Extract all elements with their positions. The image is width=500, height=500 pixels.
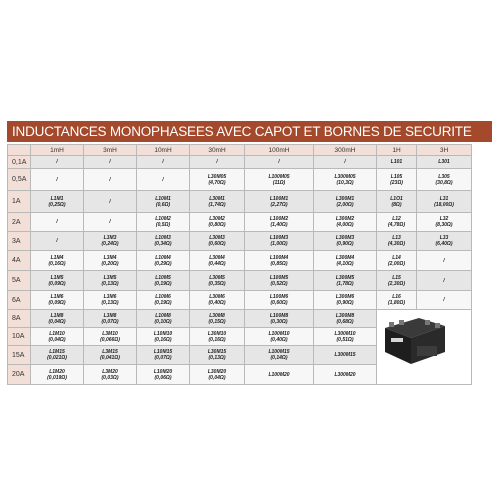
table-cell xyxy=(377,291,417,310)
cell-line: / xyxy=(56,238,58,244)
cell-line: (11Ω) xyxy=(272,179,286,186)
table-cell xyxy=(190,156,245,169)
cell-line: L100M2 xyxy=(269,216,289,222)
table-cell xyxy=(31,213,84,232)
cell-line: L1O1 xyxy=(390,195,403,202)
cell-line: L105 xyxy=(390,173,403,180)
cell-line: (0,40Ω) xyxy=(208,300,226,306)
cell-line: (0,90Ω) xyxy=(336,300,354,306)
table-cell xyxy=(245,251,314,271)
cell-line: L10M2 xyxy=(155,216,171,222)
cell-line: (2,30Ω) xyxy=(388,280,405,287)
cell-line: L1M8 xyxy=(50,312,64,319)
cell-line: / xyxy=(344,159,346,165)
cell-line: (0,03Ω) xyxy=(101,374,119,381)
cell-line: L300M2 xyxy=(335,216,355,222)
cell-line: L31 xyxy=(439,195,449,202)
cell-line: / xyxy=(278,159,280,165)
cell-line: L1M15 xyxy=(49,349,65,355)
row-header: 3A xyxy=(8,232,31,251)
row-header: 15A xyxy=(8,346,31,365)
cell-line: (0,07Ω) xyxy=(101,318,119,325)
table-row xyxy=(8,291,472,310)
cell-line: / xyxy=(109,159,111,165)
cell-line: L300M6 xyxy=(335,294,355,300)
cell-line: L30M2 xyxy=(209,216,225,222)
table-cell xyxy=(84,169,137,191)
cell-line: (0,16Ω) xyxy=(208,336,226,343)
cell-line: (0,07Ω) xyxy=(154,355,172,361)
cell-line: L10M6 xyxy=(155,294,171,300)
table-cell xyxy=(190,291,245,310)
column-header: 3H xyxy=(417,145,472,156)
cell-line: L1M6 xyxy=(50,294,64,300)
cell-line: (4,78Ω) xyxy=(388,222,405,228)
cell-line: (0,19Ω) xyxy=(154,300,172,306)
cell-line: L30M5 xyxy=(209,274,225,281)
table-cell xyxy=(137,328,190,346)
cell-line: (4,30Ω) xyxy=(388,241,405,247)
cell-line: L30M3 xyxy=(209,235,225,241)
cell-line: / xyxy=(162,176,164,183)
cell-line: (0,06Ω) xyxy=(154,374,172,381)
table-cell xyxy=(314,251,377,271)
cell-line: L100M8 xyxy=(269,312,289,319)
cell-line: (2,00Ω) xyxy=(336,201,354,208)
row-header: 0,1A xyxy=(8,156,31,169)
cell-line: L3M15 xyxy=(102,349,118,355)
column-header: 300mH xyxy=(314,145,377,156)
cell-line: L30M1 xyxy=(209,195,225,202)
table-cell xyxy=(190,169,245,191)
cell-line: (23Ω) xyxy=(390,179,403,186)
cell-line: (0,24Ω) xyxy=(101,241,119,247)
cell-line: (0,40Ω) xyxy=(270,336,288,343)
table-cell xyxy=(245,328,314,346)
table-cell xyxy=(190,191,245,213)
column-header: 30mH xyxy=(190,145,245,156)
table-cell xyxy=(417,156,472,169)
cell-line: L16 xyxy=(392,294,401,300)
cell-line: L3M3 xyxy=(103,235,117,241)
cell-line: / xyxy=(109,219,111,225)
row-header: 10A xyxy=(8,328,31,346)
cell-line: L30M10 xyxy=(207,330,227,337)
cell-line: L300M5 xyxy=(335,274,355,281)
table-cell xyxy=(137,346,190,365)
cell-line: L3M10 xyxy=(102,330,118,337)
cell-line: (0,16Ω) xyxy=(48,260,66,267)
table-cell xyxy=(31,271,84,291)
row-header: 1A xyxy=(8,191,31,213)
table-cell xyxy=(31,251,84,271)
cell-line: L300M15 xyxy=(334,352,356,358)
cell-line: L100M3 xyxy=(269,235,289,241)
cell-line: L30M8 xyxy=(209,312,225,319)
table-cell xyxy=(377,191,417,213)
cell-line: L14 xyxy=(392,254,401,261)
table-cell xyxy=(190,251,245,271)
cell-line: (0,60Ω) xyxy=(270,300,288,306)
product-image xyxy=(377,310,472,385)
cell-line: (0,066Ω) xyxy=(100,336,120,343)
table-cell xyxy=(31,232,84,251)
table-cell xyxy=(377,271,417,291)
cell-line: (0,44Ω) xyxy=(208,260,226,267)
table-cell xyxy=(245,310,314,328)
cell-line: (0,20Ω) xyxy=(101,260,119,267)
cell-line: (0,019Ω) xyxy=(47,374,67,381)
table-cell xyxy=(84,346,137,365)
table-cell xyxy=(84,251,137,271)
cell-line: (4,00Ω) xyxy=(336,222,354,228)
cell-line: L100M4 xyxy=(269,254,289,261)
table-cell xyxy=(84,271,137,291)
table-cell xyxy=(84,191,137,213)
table-cell xyxy=(417,232,472,251)
table-row xyxy=(8,232,472,251)
table-cell xyxy=(31,169,84,191)
cell-line: L1M4 xyxy=(50,254,64,261)
cell-line: L100M20 xyxy=(268,371,290,378)
cell-line: (30,8Ω) xyxy=(435,179,453,186)
cell-line: (0,51Ω) xyxy=(336,336,354,343)
table-cell xyxy=(137,251,190,271)
cell-line: L3M8 xyxy=(103,312,117,319)
table-cell xyxy=(137,191,190,213)
table-row xyxy=(8,271,472,291)
cell-line: (1,80Ω) xyxy=(388,300,405,306)
cell-line: (0,09Ω) xyxy=(48,300,66,306)
table-cell xyxy=(190,346,245,365)
cell-line: (0,15Ω) xyxy=(208,318,226,325)
table-cell xyxy=(31,191,84,213)
cell-line: L10M8 xyxy=(155,312,171,319)
table-row xyxy=(8,310,472,328)
table-cell xyxy=(190,213,245,232)
table-cell xyxy=(314,310,377,328)
table-cell xyxy=(245,213,314,232)
table-cell xyxy=(417,213,472,232)
corner-cell xyxy=(8,145,31,156)
cell-line: (1,00Ω) xyxy=(270,241,288,247)
header-row xyxy=(8,145,472,156)
table-cell xyxy=(245,156,314,169)
table-cell xyxy=(314,346,377,365)
cell-line: (0,35Ω) xyxy=(208,280,226,287)
cell-line: (0,30Ω) xyxy=(270,318,288,325)
table-cell xyxy=(190,365,245,385)
cell-line: L100M15 xyxy=(268,349,290,355)
table-cell xyxy=(245,169,314,191)
cell-line: L10M4 xyxy=(155,254,171,261)
column-header: 1H xyxy=(377,145,417,156)
table-cell xyxy=(84,213,137,232)
column-header: 1mH xyxy=(31,145,84,156)
table-cell xyxy=(245,291,314,310)
table-cell xyxy=(137,310,190,328)
table-cell xyxy=(377,213,417,232)
cell-line: (1,40Ω) xyxy=(270,222,288,228)
cell-line: L30M15 xyxy=(207,349,227,355)
cell-line: L30M4 xyxy=(209,254,225,261)
row-header: 8A xyxy=(8,310,31,328)
cell-line: / xyxy=(216,159,218,165)
cell-line: / xyxy=(109,176,111,183)
cell-line: L100M6 xyxy=(269,294,289,300)
table-cell xyxy=(314,156,377,169)
cell-line: L300M8 xyxy=(335,312,355,319)
row-header: 20A xyxy=(8,365,31,385)
table-cell xyxy=(31,156,84,169)
table-cell xyxy=(377,232,417,251)
table-cell xyxy=(190,232,245,251)
cell-line: (4,70Ω) xyxy=(208,179,226,186)
cell-line: L10M1 xyxy=(155,195,171,202)
cell-line: (0,60Ω) xyxy=(208,241,226,247)
cell-line: (0,29Ω) xyxy=(154,260,172,267)
cell-line: L1M1 xyxy=(50,195,64,202)
cell-line: (6,40Ω) xyxy=(435,241,453,247)
cell-line: / xyxy=(162,159,164,165)
cell-line: L100M5 xyxy=(269,274,289,281)
cell-line: (0,021Ω) xyxy=(47,355,67,361)
table-cell xyxy=(417,291,472,310)
cell-line: L101 xyxy=(390,159,403,165)
cell-line: L100M05 xyxy=(268,173,290,180)
table-title: INDUCTANCES MONOPHASEES AVEC CAPOT ET BORNES DE SECURITE xyxy=(7,121,492,142)
table-cell xyxy=(84,310,137,328)
cell-line: (2,00Ω) xyxy=(388,260,405,267)
cell-line: (0,25Ω) xyxy=(48,201,66,208)
table-cell xyxy=(417,169,472,191)
cell-line: L30M05 xyxy=(207,173,227,180)
table-cell xyxy=(417,271,472,291)
cell-line: (0,10Ω) xyxy=(154,318,172,325)
cell-line: L12 xyxy=(392,216,401,222)
cell-line: L1M10 xyxy=(49,330,65,337)
column-header: 10mH xyxy=(137,145,190,156)
table-cell xyxy=(314,213,377,232)
cell-line: (0,80Ω) xyxy=(208,222,226,228)
cell-line: / xyxy=(109,198,111,205)
table-cell xyxy=(314,365,377,385)
cell-line: L100M10 xyxy=(268,330,290,337)
cell-line: L3M5 xyxy=(103,274,117,281)
row-header: 6A xyxy=(8,291,31,310)
cell-line: (0,90Ω) xyxy=(336,241,354,247)
table-cell xyxy=(377,251,417,271)
table-cell xyxy=(137,232,190,251)
table-cell xyxy=(245,271,314,291)
table-cell xyxy=(190,310,245,328)
cell-line: L30M20 xyxy=(207,368,227,375)
cell-line: (0,041Ω) xyxy=(100,355,120,361)
table-row xyxy=(8,156,472,169)
table-cell xyxy=(314,232,377,251)
table-cell xyxy=(245,365,314,385)
table-cell xyxy=(137,213,190,232)
cell-line: (0,04Ω) xyxy=(48,318,66,325)
cell-line: L300M4 xyxy=(335,254,355,261)
cell-line: L1M5 xyxy=(50,274,64,281)
table-row xyxy=(8,213,472,232)
row-header: 0,5A xyxy=(8,169,31,191)
row-header: 4A xyxy=(8,251,31,271)
cell-line: / xyxy=(443,277,445,284)
cell-line: (0,14Ω) xyxy=(270,355,288,361)
cell-line: L15 xyxy=(392,274,401,281)
cell-line: L300M10 xyxy=(334,330,356,337)
table-cell xyxy=(245,191,314,213)
cell-line: L10M5 xyxy=(155,274,171,281)
cell-line: (0,13Ω) xyxy=(101,280,119,287)
cell-line: (0,13Ω) xyxy=(101,300,119,306)
cell-line: (8Ω) xyxy=(391,201,402,208)
row-header: 2A xyxy=(8,213,31,232)
cell-line: (1,78Ω) xyxy=(336,280,354,287)
cell-line: (0,13Ω) xyxy=(208,355,226,361)
table-cell xyxy=(137,365,190,385)
cell-line: L33 xyxy=(439,235,449,241)
inductance-table xyxy=(7,144,472,385)
table-cell xyxy=(137,156,190,169)
cell-line: L3M20 xyxy=(102,368,118,375)
transformer-image xyxy=(379,312,449,367)
cell-line: (0,04Ω) xyxy=(48,336,66,343)
table-cell xyxy=(245,232,314,251)
table-cell xyxy=(31,346,84,365)
table-cell xyxy=(190,328,245,346)
cell-line: L3M4 xyxy=(103,254,117,261)
cell-line: (1,74Ω) xyxy=(208,201,226,208)
table-cell xyxy=(137,291,190,310)
cell-line: / xyxy=(56,176,58,183)
cell-line: (0,6Ω) xyxy=(155,201,171,208)
cell-line: (4,10Ω) xyxy=(336,260,354,267)
column-header: 3mH xyxy=(84,145,137,156)
cell-line: L10M15 xyxy=(153,349,173,355)
table-cell xyxy=(84,291,137,310)
cell-line: (0,16Ω) xyxy=(154,336,172,343)
cell-line: (0,34Ω) xyxy=(154,241,172,247)
cell-line: L10M20 xyxy=(153,368,173,375)
table-cell xyxy=(314,191,377,213)
table-cell xyxy=(314,291,377,310)
cell-line: / xyxy=(56,159,58,165)
cell-line: (18,00Ω) xyxy=(434,201,454,208)
cell-line: L10M10 xyxy=(153,330,173,337)
cell-line: (0,85Ω) xyxy=(270,260,288,267)
cell-line: (0,5Ω) xyxy=(155,222,171,228)
cell-line: L300M05 xyxy=(334,173,356,180)
table-cell xyxy=(377,169,417,191)
table-cell xyxy=(31,291,84,310)
cell-line: (0,19Ω) xyxy=(154,280,172,287)
cell-line: L13 xyxy=(392,235,401,241)
table-cell xyxy=(417,251,472,271)
table-row xyxy=(8,251,472,271)
table-cell xyxy=(377,156,417,169)
cell-line: (2,27Ω) xyxy=(270,201,288,208)
cell-line: (0,52Ω) xyxy=(270,280,288,287)
table-row xyxy=(8,191,472,213)
cell-line: L305 xyxy=(438,173,450,180)
cell-line: L300M3 xyxy=(335,235,355,241)
table-cell xyxy=(137,271,190,291)
table-cell xyxy=(84,156,137,169)
cell-line: L32 xyxy=(439,216,449,222)
table-cell xyxy=(245,346,314,365)
table-cell xyxy=(190,271,245,291)
cell-line: L1M20 xyxy=(49,368,65,375)
table-cell xyxy=(31,365,84,385)
cell-line: L30M6 xyxy=(209,294,225,300)
row-header: 5A xyxy=(8,271,31,291)
cell-line: (0,68Ω) xyxy=(336,318,354,325)
cell-line: L10M3 xyxy=(155,235,171,241)
cell-line: / xyxy=(56,219,58,225)
table-row xyxy=(8,169,472,191)
cell-line: L300M1 xyxy=(335,195,355,202)
table-cell xyxy=(137,169,190,191)
table-cell xyxy=(84,328,137,346)
cell-line: (0,09Ω) xyxy=(48,280,66,287)
table-cell xyxy=(31,310,84,328)
cell-line: (10,3Ω) xyxy=(336,179,354,186)
table-cell xyxy=(417,191,472,213)
cell-line: (8,30Ω) xyxy=(435,222,453,228)
cell-line: (0,04Ω) xyxy=(208,374,226,381)
table-cell xyxy=(314,328,377,346)
column-header: 100mH xyxy=(245,145,314,156)
table-cell xyxy=(314,169,377,191)
table-cell xyxy=(314,271,377,291)
cell-line: / xyxy=(443,297,445,303)
cell-line: L301 xyxy=(438,159,450,165)
cell-line: L100M1 xyxy=(269,195,289,202)
cell-line: / xyxy=(443,257,445,264)
table-cell xyxy=(84,365,137,385)
table-cell xyxy=(84,232,137,251)
table-cell xyxy=(31,328,84,346)
cell-line: L300M20 xyxy=(334,371,356,378)
cell-line: L3M6 xyxy=(103,294,117,300)
